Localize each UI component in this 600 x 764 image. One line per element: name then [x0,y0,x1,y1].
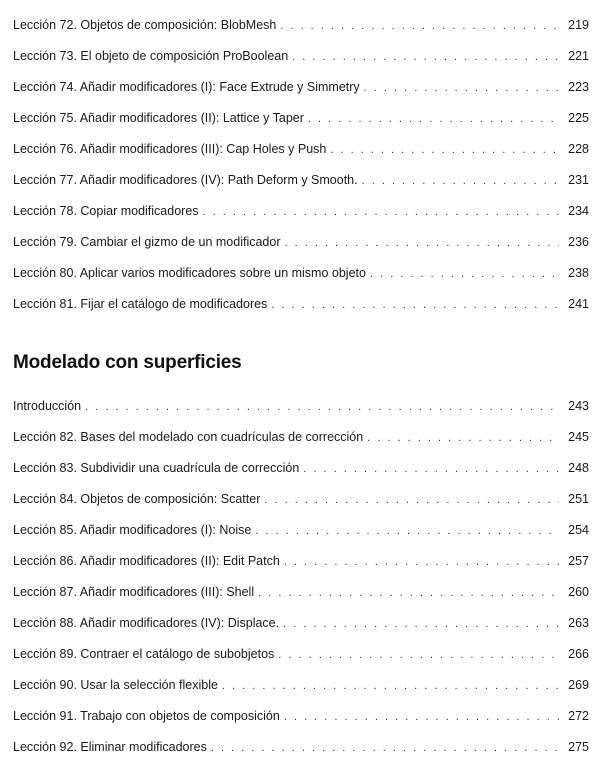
toc-entry [13,732,589,763]
entry-page-number: 263 [568,616,589,630]
entry-title: Lección 84. Objetos de composición: Scatter [13,492,261,506]
entry-title: Lección 91. Trabajo con objetos de composición [13,709,280,723]
dot-leader [292,42,559,73]
entry-page-number: 241 [568,297,589,311]
entry-page-number: 236 [568,235,589,249]
entry-title: Lección 73. El objeto de composición ProBoolean [13,49,289,63]
entry-page-number: 248 [568,461,589,475]
dot-leader [364,73,559,104]
dot-leader [271,290,559,321]
dot-leader [308,104,559,135]
dot-leader [280,11,559,42]
toc-list-part2 [13,391,589,763]
entry-title: Lección 92. Eliminar modificadores [13,740,207,754]
entry-page-number: 221 [568,49,589,63]
entry-title: Lección 86. Añadir modificadores (II): Edit Patch [13,554,280,568]
section-heading: Modelado con superficies [13,352,242,373]
toc-entry [13,391,589,422]
dot-leader [285,228,560,259]
toc-entry [13,639,589,670]
entry-title: Lección 82. Bases del modelado con cuadrículas de corrección [13,430,364,444]
dot-leader [222,671,559,702]
toc-entry [13,258,589,289]
entry-page-number: 225 [568,111,589,125]
entry-title: Lección 79. Cambiar el gizmo de un modificador [13,235,281,249]
entry-title: Introducción [13,399,82,413]
entry-page-number: 231 [568,173,589,187]
dot-leader [258,578,559,609]
entry-page-number: 260 [568,585,589,599]
dot-leader [330,135,559,166]
entry-page-number: 266 [568,647,589,661]
toc-entry [13,577,589,608]
toc-entry [13,10,589,41]
entry-page-number: 272 [568,709,589,723]
toc-entry [13,165,589,196]
entry-page-number: 234 [568,204,589,218]
toc-entry [13,701,589,732]
entry-page-number: 269 [568,678,589,692]
toc-entry [13,422,589,453]
toc-entry [13,515,589,546]
dot-leader [284,702,559,733]
dot-leader [362,166,559,197]
toc-entry [13,289,589,320]
entry-title: Lección 89. Contraer el catálogo de subobjetos [13,647,275,661]
entry-page-number: 223 [568,80,589,94]
entry-page-number: 245 [568,430,589,444]
entry-title: Lección 77. Añadir modificadores (IV): Path Deform y Smooth. [13,173,358,187]
toc-entry [13,227,589,258]
toc-entry [13,196,589,227]
entry-title: Lección 72. Objetos de composición: BlobMesh [13,18,277,32]
entry-title: Lección 83. Subdividir una cuadrícula de corrección [13,461,300,475]
entry-title: Lección 76. Añadir modificadores (III): Cap Holes y Push [13,142,327,156]
entry-title: Lección 74. Añadir modificadores (I): Face Extrude y Simmetry [13,80,360,94]
entry-page-number: 251 [568,492,589,506]
toc-entry [13,670,589,701]
entry-title: Lección 81. Fijar el catálogo de modificadores [13,297,268,311]
dot-leader [203,197,559,228]
entry-title: Lección 87. Añadir modificadores (III): Shell [13,585,255,599]
entry-page-number: 254 [568,523,589,537]
toc-list-part1 [13,10,589,320]
dot-leader [370,259,559,290]
dot-leader [278,640,559,671]
toc-entry [13,484,589,515]
toc-entry [13,453,589,484]
entry-title: Lección 75. Añadir modificadores (II): Lattice y Taper [13,111,304,125]
entry-page-number: 257 [568,554,589,568]
entry-title: Lección 88. Añadir modificadores (IV): Displace. [13,616,280,630]
dot-leader [303,454,559,485]
dot-leader [255,516,559,547]
toc-entry [13,608,589,639]
dot-leader [211,733,559,764]
entry-page-number: 275 [568,740,589,754]
entry-title: Lección 78. Copiar modificadores [13,204,199,218]
dot-leader [283,609,559,640]
toc-entry [13,134,589,165]
entry-page-number: 243 [568,399,589,413]
toc-entry [13,103,589,134]
entry-title: Lección 90. Usar la selección flexible [13,678,218,692]
toc-entry [13,546,589,577]
entry-page-number: 238 [568,266,589,280]
toc-entry [13,72,589,103]
toc-entry [13,41,589,72]
entry-title: Lección 80. Aplicar varios modificadores sobre un mismo objeto [13,266,366,280]
dot-leader [284,547,559,578]
entry-page-number: 228 [568,142,589,156]
dot-leader [264,485,559,516]
entry-page-number: 219 [568,18,589,32]
dot-leader [367,423,559,454]
dot-leader [85,392,559,423]
entry-title: Lección 85. Añadir modificadores (I): Noise [13,523,252,537]
